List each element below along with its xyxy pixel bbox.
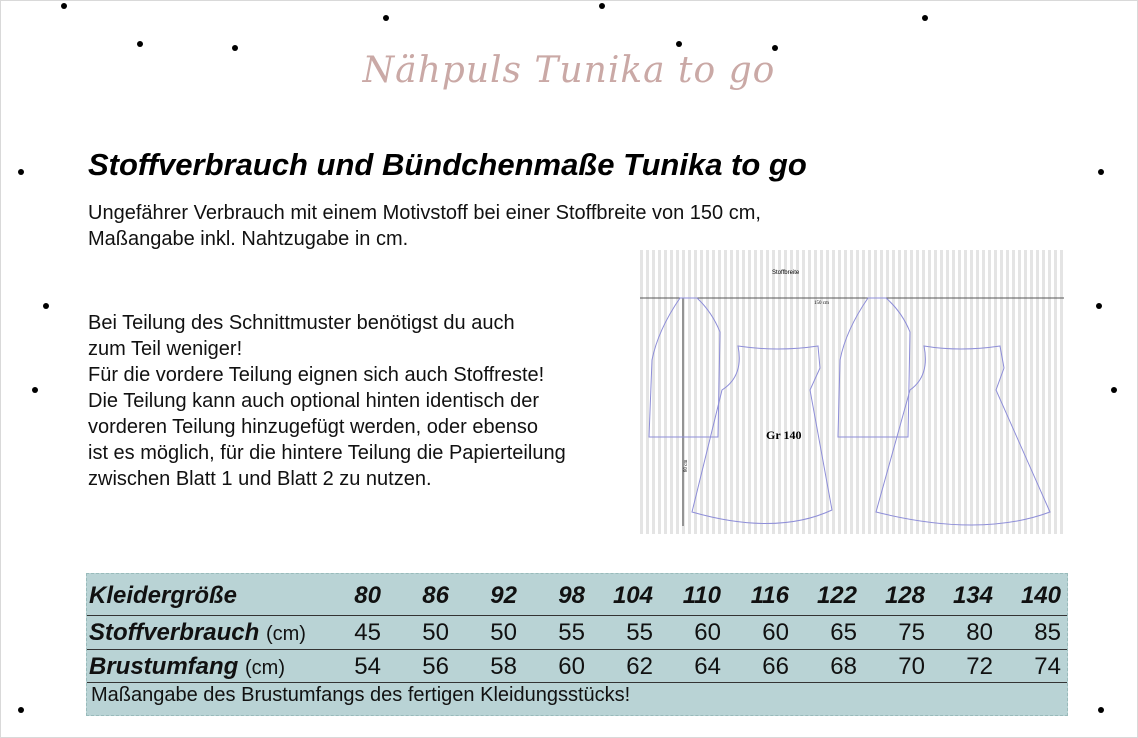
size-cell: 122: [816, 582, 857, 609]
notes-line: Die Teilung kann auch optional hinten identisch der: [88, 390, 540, 412]
size-cell: 140: [1020, 582, 1061, 609]
row-label: Brustumfang (cm): [89, 653, 285, 680]
page-title: Stoffverbrauch und Bündchenmaße Tunika to go: [88, 147, 807, 182]
table-cell: 64: [694, 653, 721, 680]
table-row: [87, 616, 1067, 649]
table-cell: 72: [966, 653, 993, 680]
size-cell: 98: [558, 582, 585, 609]
table-cell: 56: [422, 653, 449, 680]
fabric-width-value: 150 cm: [814, 301, 829, 306]
intro-line: Ungefährer Verbrauch mit einem Motivstoff bei einer Stoffbreite von 150 cm,: [88, 202, 761, 224]
size-cell: 110: [682, 582, 721, 609]
table-row: [87, 579, 1067, 612]
size-label: Gr 140: [766, 428, 802, 442]
table-cell: 45: [354, 619, 381, 646]
table-cell: 66: [762, 653, 789, 680]
table-cell: 60: [762, 619, 789, 646]
table-row: [87, 650, 1067, 683]
row-label: Kleidergröße: [89, 582, 238, 609]
intro-text: [88, 200, 888, 252]
notes-line: ist es möglich, für die hintere Teilung die Papierteilung: [88, 442, 566, 464]
layout-plan-diagram: [640, 250, 1064, 534]
size-cell: 134: [952, 582, 993, 609]
table-cell: 80: [966, 619, 993, 646]
size-cell: 116: [750, 582, 789, 609]
size-cell: 104: [612, 582, 653, 609]
size-cell: 92: [490, 582, 517, 609]
notes-text: [88, 310, 648, 492]
notes-line: zwischen Blatt 1 und Blatt 2 zu nutzen.: [88, 468, 432, 490]
table-cell: 55: [558, 619, 585, 646]
brand-title: Nähpuls Tunika to go: [362, 50, 776, 91]
table-cell: 50: [490, 619, 517, 646]
table-cell: 60: [558, 653, 585, 680]
table-cell: 85: [1034, 619, 1061, 646]
table-cell: 75: [898, 619, 925, 646]
table-cell: 60: [694, 619, 721, 646]
notes-line: Bei Teilung des Schnittmuster benötigst du auch: [88, 312, 515, 334]
table-cell: 55: [626, 619, 653, 646]
notes-line: Für die vordere Teilung eignen sich auch Stoffreste!: [88, 364, 545, 386]
table-cell: 50: [422, 619, 449, 646]
intro-line: Maßangabe inkl. Nahtzugabe in cm.: [88, 228, 409, 250]
table-cell: 70: [898, 653, 925, 680]
table-cell: 68: [830, 653, 857, 680]
table-cell: 74: [1034, 653, 1061, 680]
size-table: [86, 573, 1068, 716]
length-value: 80 cm: [684, 459, 689, 472]
notes-line: vorderen Teilung hinzugefügt werden, oder ebenso: [88, 416, 538, 438]
size-cell: 80: [354, 582, 381, 609]
size-cell: 128: [884, 582, 925, 609]
table-cell: 62: [626, 653, 653, 680]
size-cell: 86: [422, 582, 449, 609]
table-note: Maßangabe des Brustumfangs des fertigen Kleidungsstücks!: [91, 684, 631, 706]
notes-line: zum Teil weniger!: [88, 338, 243, 360]
table-cell: 58: [490, 653, 517, 680]
table-cell: 54: [354, 653, 381, 680]
table-cell: 65: [830, 619, 857, 646]
fabric-width-title: Stoffbreite: [772, 270, 800, 276]
row-label: Stoffverbrauch (cm): [89, 619, 306, 646]
fabric-background: [640, 250, 1064, 534]
